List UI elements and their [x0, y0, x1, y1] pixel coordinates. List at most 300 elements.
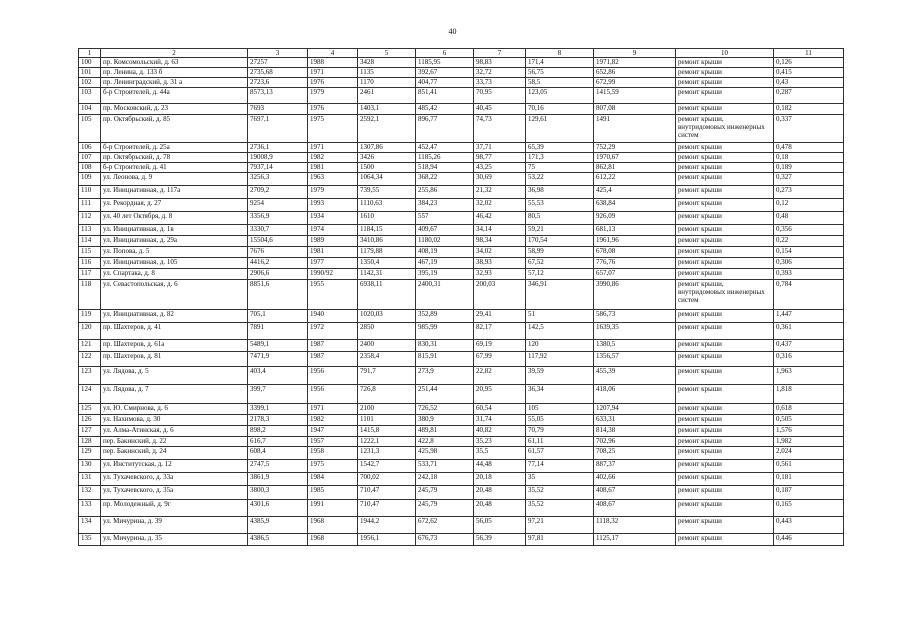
table-cell: 380,9 — [416, 415, 474, 426]
table-cell: 102 — [79, 78, 101, 88]
table-cell: 171,4 — [526, 58, 594, 68]
table-cell: ремонт крыши — [676, 173, 774, 186]
table-cell: 121 — [79, 340, 101, 352]
table-row — [79, 212, 844, 225]
table-cell: 124 — [79, 385, 101, 404]
table-cell: 8573,13 — [248, 88, 308, 104]
table-cell: 2358,4 — [358, 352, 416, 367]
table-cell: 1350,4 — [358, 258, 416, 269]
table-row — [79, 352, 844, 367]
table-cell: 135 — [79, 534, 101, 546]
table-cell: 1991 — [308, 500, 358, 517]
table-cell: ремонт крыши — [676, 104, 774, 115]
table-cell: 131 — [79, 473, 101, 486]
table-cell: 1207,94 — [594, 404, 676, 415]
table-cell: 46,42 — [474, 212, 526, 225]
table-cell: 0,316 — [774, 352, 844, 367]
table-cell: ремонт крыши — [676, 258, 774, 269]
table-cell: ремонт крыши — [676, 236, 774, 247]
table-cell: ул. Инициативная, д. 105 — [101, 258, 248, 269]
table-cell: 657,07 — [594, 269, 676, 280]
table-cell: 142,5 — [526, 323, 594, 340]
table-cell: ремонт крыши — [676, 385, 774, 404]
table-cell: 1987 — [308, 352, 358, 367]
table-cell: 1957 — [308, 437, 358, 447]
table-cell: ул. Лядова, д. 5 — [101, 367, 248, 385]
table-cell: 20,95 — [474, 385, 526, 404]
table-cell: пр. Московский, д. 23 — [101, 104, 248, 115]
table-cell: ремонт крыши — [676, 143, 774, 153]
table-cell: 404,77 — [416, 78, 474, 88]
table-cell: 0,273 — [774, 186, 844, 199]
table-cell: ремонт крыши — [676, 447, 774, 460]
table-cell: 67,52 — [526, 258, 594, 269]
table-cell: 61,11 — [526, 437, 594, 447]
table-cell: 1961,96 — [594, 236, 676, 247]
table-cell: 1977 — [308, 258, 358, 269]
table-cell: 1415,8 — [358, 426, 416, 437]
table-cell: 1971 — [308, 143, 358, 153]
table-cell: 1,963 — [774, 367, 844, 385]
table-cell: 1976 — [308, 78, 358, 88]
table-cell: 2736,1 — [248, 143, 308, 153]
table-cell: ремонт крыши — [676, 225, 774, 236]
table-cell: 35,23 — [474, 437, 526, 447]
table-cell: б-р Строителей, д. 25а — [101, 143, 248, 153]
table-cell: 1988 — [308, 58, 358, 68]
table-cell: 0,784 — [774, 280, 844, 310]
table-cell: 1947 — [308, 426, 358, 437]
table-cell: 22,82 — [474, 367, 526, 385]
table-cell: 1135 — [358, 68, 416, 78]
table-cell: пер. Бакинский, д. 22 — [101, 437, 248, 447]
table-cell: 652,86 — [594, 68, 676, 78]
table-cell: 408,67 — [594, 500, 676, 517]
table-cell: 1971,82 — [594, 58, 676, 68]
table-cell: 40,82 — [474, 426, 526, 437]
table-cell: 59,21 — [526, 225, 594, 236]
table-row — [79, 68, 844, 78]
table-cell: 1142,31 — [358, 269, 416, 280]
table-cell: пр. Ленина, д. 133 б — [101, 68, 248, 78]
table-cell: 2,024 — [774, 447, 844, 460]
table-cell: 0,356 — [774, 225, 844, 236]
table-cell: 101 — [79, 68, 101, 78]
table-cell: 1981 — [308, 163, 358, 173]
table-cell: 122 — [79, 352, 101, 367]
table-cell: 36,98 — [526, 186, 594, 199]
table-cell: ул. Рекордная, д. 27 — [101, 199, 248, 212]
table-cell: 70,95 — [474, 88, 526, 104]
table-cell: 128 — [79, 437, 101, 447]
table-cell: ремонт крыши — [676, 88, 774, 104]
table-row — [79, 385, 844, 404]
table-cell: ремонт крыши — [676, 58, 774, 68]
table-cell: 1231,3 — [358, 447, 416, 460]
table-cell: пр. Октябрьский, д. 78 — [101, 153, 248, 163]
table-cell: 77,14 — [526, 460, 594, 473]
table-cell: 97,21 — [526, 517, 594, 534]
column-number-4: 4 — [308, 49, 358, 58]
table-cell: 1185,95 — [416, 58, 474, 68]
housing-repair-table — [78, 48, 844, 546]
table-cell: ремонт крыши — [676, 367, 774, 385]
table-cell: 0,126 — [774, 58, 844, 68]
table-cell: 1185,26 — [416, 153, 474, 163]
table-cell: 0,505 — [774, 415, 844, 426]
table-cell: 32,93 — [474, 269, 526, 280]
table-cell: 8851,6 — [248, 280, 308, 310]
table-cell: 1979 — [308, 88, 358, 104]
table-cell: 75 — [526, 163, 594, 173]
table-cell: 2906,6 — [248, 269, 308, 280]
table-cell: ремонт крыши — [676, 517, 774, 534]
table-cell: 3428 — [358, 58, 416, 68]
table-cell: 31,74 — [474, 415, 526, 426]
table-cell: ремонт крыши — [676, 78, 774, 88]
table-cell: 608,4 — [248, 447, 308, 460]
column-number-1: 1 — [79, 49, 101, 58]
table-cell: 399,7 — [248, 385, 308, 404]
table-cell: 3426 — [358, 153, 416, 163]
column-number-2: 2 — [101, 49, 248, 58]
table-cell: 1971 — [308, 68, 358, 78]
table-cell: 0,187 — [774, 486, 844, 500]
table-cell: 7697,1 — [248, 115, 308, 143]
table-cell: ремонт крыши — [676, 269, 774, 280]
table-cell: ремонт крыши — [676, 534, 774, 546]
table-cell: 245,79 — [416, 486, 474, 500]
table-cell: 60,54 — [474, 404, 526, 415]
table-cell: 0,561 — [774, 460, 844, 473]
table-cell: 127 — [79, 426, 101, 437]
table-cell: б-р Строителей, д. 44а — [101, 88, 248, 104]
table-cell: 672,62 — [416, 517, 474, 534]
table-cell: 1984 — [308, 473, 358, 486]
column-number-9: 9 — [594, 49, 676, 58]
table-cell: 0,337 — [774, 115, 844, 143]
table-cell: 1955 — [308, 280, 358, 310]
table-cell: 37,71 — [474, 143, 526, 153]
table-cell: 57,12 — [526, 269, 594, 280]
table-cell: 384,23 — [416, 199, 474, 212]
table-cell: 98,83 — [474, 58, 526, 68]
table-cell: 710,47 — [358, 486, 416, 500]
table-cell: ремонт крыши — [676, 247, 774, 258]
table-cell: 116 — [79, 258, 101, 269]
table-cell: 2850 — [358, 323, 416, 340]
table-cell: ул. Севастопольская, д. 6 — [101, 280, 248, 310]
table-cell: 1184,15 — [358, 225, 416, 236]
table-row — [79, 143, 844, 153]
table-cell: ремонт крыши — [676, 153, 774, 163]
table-cell: 1968 — [308, 534, 358, 546]
table-cell: 82,17 — [474, 323, 526, 340]
table-cell: ул. Инициативная, д. 1в — [101, 225, 248, 236]
table-cell: 489,81 — [416, 426, 474, 437]
table-cell: 518,94 — [416, 163, 474, 173]
table-cell: 346,91 — [526, 280, 594, 310]
table-cell: 20,48 — [474, 500, 526, 517]
table-cell: 35 — [526, 473, 594, 486]
table-row — [79, 415, 844, 426]
table-cell: 1956 — [308, 367, 358, 385]
table-cell: 612,22 — [594, 173, 676, 186]
table-cell: 56,05 — [474, 517, 526, 534]
table-cell: 752,29 — [594, 143, 676, 153]
table-cell: 705,1 — [248, 310, 308, 323]
table-cell: 586,73 — [594, 310, 676, 323]
table-cell: 3410,86 — [358, 236, 416, 247]
table-cell: ул. Ю. Смирнова, д. 6 — [101, 404, 248, 415]
table-cell: 74,73 — [474, 115, 526, 143]
table-cell: 739,55 — [358, 186, 416, 199]
table-cell: 55,05 — [526, 415, 594, 426]
table-cell: ремонт крыши — [676, 212, 774, 225]
table-cell: 129,61 — [526, 115, 594, 143]
column-number-6: 6 — [416, 49, 474, 58]
table-cell: 676,73 — [416, 534, 474, 546]
column-number-11: 11 — [774, 49, 844, 58]
table-cell: 814,38 — [594, 426, 676, 437]
table-cell: ул. Спартака, д. 8 — [101, 269, 248, 280]
table-cell: 109 — [79, 173, 101, 186]
table-cell: 2400,31 — [416, 280, 474, 310]
table-cell: 32,72 — [474, 68, 526, 78]
table-cell: 105 — [526, 404, 594, 415]
table-cell: 3399,1 — [248, 404, 308, 415]
table-cell: 97,81 — [526, 534, 594, 546]
table-cell: 985,99 — [416, 323, 474, 340]
table-cell: б-р Строителей, д. 41 — [101, 163, 248, 173]
table-cell: 700,02 — [358, 473, 416, 486]
table-row — [79, 310, 844, 323]
table-cell: 1982 — [308, 153, 358, 163]
table-cell: 1993 — [308, 199, 358, 212]
table-cell: 2100 — [358, 404, 416, 415]
table-cell: 455,39 — [594, 367, 676, 385]
table-cell: 1380,5 — [594, 340, 676, 352]
table-cell: 1989 — [308, 236, 358, 247]
table-cell: 117,92 — [526, 352, 594, 367]
table-cell: ремонт крыши — [676, 404, 774, 415]
table-cell: 2735,68 — [248, 68, 308, 78]
table-cell: 0,306 — [774, 258, 844, 269]
table-cell: 1982 — [308, 415, 358, 426]
table-cell: 3256,3 — [248, 173, 308, 186]
table-cell: пр. Октябрьский, д. 85 — [101, 115, 248, 143]
table-cell: 98,77 — [474, 153, 526, 163]
table-cell: ремонт крыши, внутридомовых инженерных систем — [676, 280, 774, 310]
table-cell: 0,165 — [774, 500, 844, 517]
column-number-8: 8 — [526, 49, 594, 58]
table-cell: 58,99 — [526, 247, 594, 258]
table-cell: ремонт крыши — [676, 415, 774, 426]
table-cell: 3800,3 — [248, 486, 308, 500]
table-cell: 851,41 — [416, 88, 474, 104]
table-cell: 3861,9 — [248, 473, 308, 486]
table-cell: 485,42 — [416, 104, 474, 115]
table-cell: 35,52 — [526, 500, 594, 517]
table-cell: ремонт крыши — [676, 310, 774, 323]
table-cell: 678,08 — [594, 247, 676, 258]
table-cell: 4386,5 — [248, 534, 308, 546]
table-cell: ул. Лядова, д. 7 — [101, 385, 248, 404]
table-cell: 36,34 — [526, 385, 594, 404]
table-cell: ул. Нахимова, д. 30 — [101, 415, 248, 426]
table-cell: 34,14 — [474, 225, 526, 236]
table-cell: 273,9 — [416, 367, 474, 385]
table-cell: ул. Алма-Атинская, д. 6 — [101, 426, 248, 437]
table-cell: 1500 — [358, 163, 416, 173]
table-row — [79, 367, 844, 385]
table-cell: 791,7 — [358, 367, 416, 385]
table-cell: 1125,17 — [594, 534, 676, 546]
table-cell: 104 — [79, 104, 101, 115]
table-cell: 7937,14 — [248, 163, 308, 173]
table-cell: 1963 — [308, 173, 358, 186]
table-row — [79, 269, 844, 280]
table-cell: 776,76 — [594, 258, 676, 269]
table-cell: 0,22 — [774, 236, 844, 247]
table-cell: 61,57 — [526, 447, 594, 460]
table-cell: 368,22 — [416, 173, 474, 186]
table-row — [79, 236, 844, 247]
table-cell: 887,37 — [594, 460, 676, 473]
table-cell: 1975 — [308, 460, 358, 473]
table-cell: 39,59 — [526, 367, 594, 385]
table-cell: 0,12 — [774, 199, 844, 212]
table-cell: 726,8 — [358, 385, 416, 404]
table-cell: 1,818 — [774, 385, 844, 404]
table-cell: 35,52 — [526, 486, 594, 500]
table-cell: 408,19 — [416, 247, 474, 258]
table-cell: 815,91 — [416, 352, 474, 367]
table-cell: 425,98 — [416, 447, 474, 460]
table-cell: 681,13 — [594, 225, 676, 236]
table-cell: 134 — [79, 517, 101, 534]
table-cell: 1975 — [308, 115, 358, 143]
table-cell: 1958 — [308, 447, 358, 460]
table-cell: 117 — [79, 269, 101, 280]
table-row — [79, 115, 844, 143]
table-cell: 2178,3 — [248, 415, 308, 426]
table-cell: 242,18 — [416, 473, 474, 486]
table-cell: 19008,9 — [248, 153, 308, 163]
table-cell: 1415,59 — [594, 88, 676, 104]
table-cell: 1987 — [308, 340, 358, 352]
table-cell: 708,25 — [594, 447, 676, 460]
table-cell: 98,34 — [474, 236, 526, 247]
table-cell: 2747,5 — [248, 460, 308, 473]
table-cell: 862,81 — [594, 163, 676, 173]
table-cell: 65,39 — [526, 143, 594, 153]
table-row — [79, 173, 844, 186]
table-cell: пр. Шахтеров, д. 81 — [101, 352, 248, 367]
table-cell: ул. Тухачевского, д. 33а — [101, 473, 248, 486]
table-cell: ул. Тухачевского, д. 35а — [101, 486, 248, 500]
table-cell: ул. Леонова, д. 9 — [101, 173, 248, 186]
table-cell: 402,66 — [594, 473, 676, 486]
table-row — [79, 500, 844, 517]
table-cell: 1970,67 — [594, 153, 676, 163]
table-cell: 67,99 — [474, 352, 526, 367]
table-cell: 129 — [79, 447, 101, 460]
table-cell: 1170 — [358, 78, 416, 88]
table-cell: 114 — [79, 236, 101, 247]
table-cell: 1,982 — [774, 437, 844, 447]
table-cell: 403,4 — [248, 367, 308, 385]
table-cell: 408,67 — [594, 486, 676, 500]
table-cell: 807,08 — [594, 104, 676, 115]
table-cell: ремонт крыши — [676, 460, 774, 473]
table-cell: 7891 — [248, 323, 308, 340]
table-cell: 0,43 — [774, 78, 844, 88]
table-cell: 1101 — [358, 415, 416, 426]
table-cell: 898,2 — [248, 426, 308, 437]
table-cell: 1990/92 — [308, 269, 358, 280]
table-cell: 43,25 — [474, 163, 526, 173]
table-row — [79, 225, 844, 236]
table-row — [79, 340, 844, 352]
table-cell: ремонт крыши — [676, 186, 774, 199]
table-cell: ремонт крыши — [676, 437, 774, 447]
table-cell: 1180,02 — [416, 236, 474, 247]
table-cell: 1020,03 — [358, 310, 416, 323]
table-cell: 0,478 — [774, 143, 844, 153]
table-cell: ул. Инициативная, д. 29а — [101, 236, 248, 247]
table-row — [79, 437, 844, 447]
table-row — [79, 473, 844, 486]
table-cell: 2461 — [358, 88, 416, 104]
table-cell: пр. Молодежный, д. 9г — [101, 500, 248, 517]
table-cell: 672,99 — [594, 78, 676, 88]
table-row — [79, 163, 844, 173]
table-cell: 132 — [79, 486, 101, 500]
table-cell: ул. Попова, д. 5 — [101, 247, 248, 258]
table-cell: ул. Инициативная, д. 117а — [101, 186, 248, 199]
column-number-3: 3 — [248, 49, 308, 58]
table-cell: 20,18 — [474, 473, 526, 486]
table-cell: ремонт крыши — [676, 473, 774, 486]
table-cell: 15504,6 — [248, 236, 308, 247]
table-cell: 633,31 — [594, 415, 676, 426]
table-cell: пр. Ленинградский, д. 31 а — [101, 78, 248, 88]
table-cell: 1356,57 — [594, 352, 676, 367]
table-row — [79, 517, 844, 534]
table-cell: ул. Мичурина, д. 35 — [101, 534, 248, 546]
column-number-5: 5 — [358, 49, 416, 58]
table-cell: 0,443 — [774, 517, 844, 534]
table-cell: 3330,7 — [248, 225, 308, 236]
table-cell: 123 — [79, 367, 101, 385]
table-cell: 0,393 — [774, 269, 844, 280]
table-cell: 0,437 — [774, 340, 844, 352]
table-cell: 425,4 — [594, 186, 676, 199]
table-cell: 3356,9 — [248, 212, 308, 225]
table-cell: 467,19 — [416, 258, 474, 269]
table-row — [79, 186, 844, 199]
table-row — [79, 323, 844, 340]
table-cell: 418,06 — [594, 385, 676, 404]
table-cell: 1956 — [308, 385, 358, 404]
table-cell: 20,48 — [474, 486, 526, 500]
table-row — [79, 78, 844, 88]
table-cell: 7471,9 — [248, 352, 308, 367]
table-row — [79, 447, 844, 460]
table-cell: ул. Инициативная, д. 82 — [101, 310, 248, 323]
table-row — [79, 258, 844, 269]
